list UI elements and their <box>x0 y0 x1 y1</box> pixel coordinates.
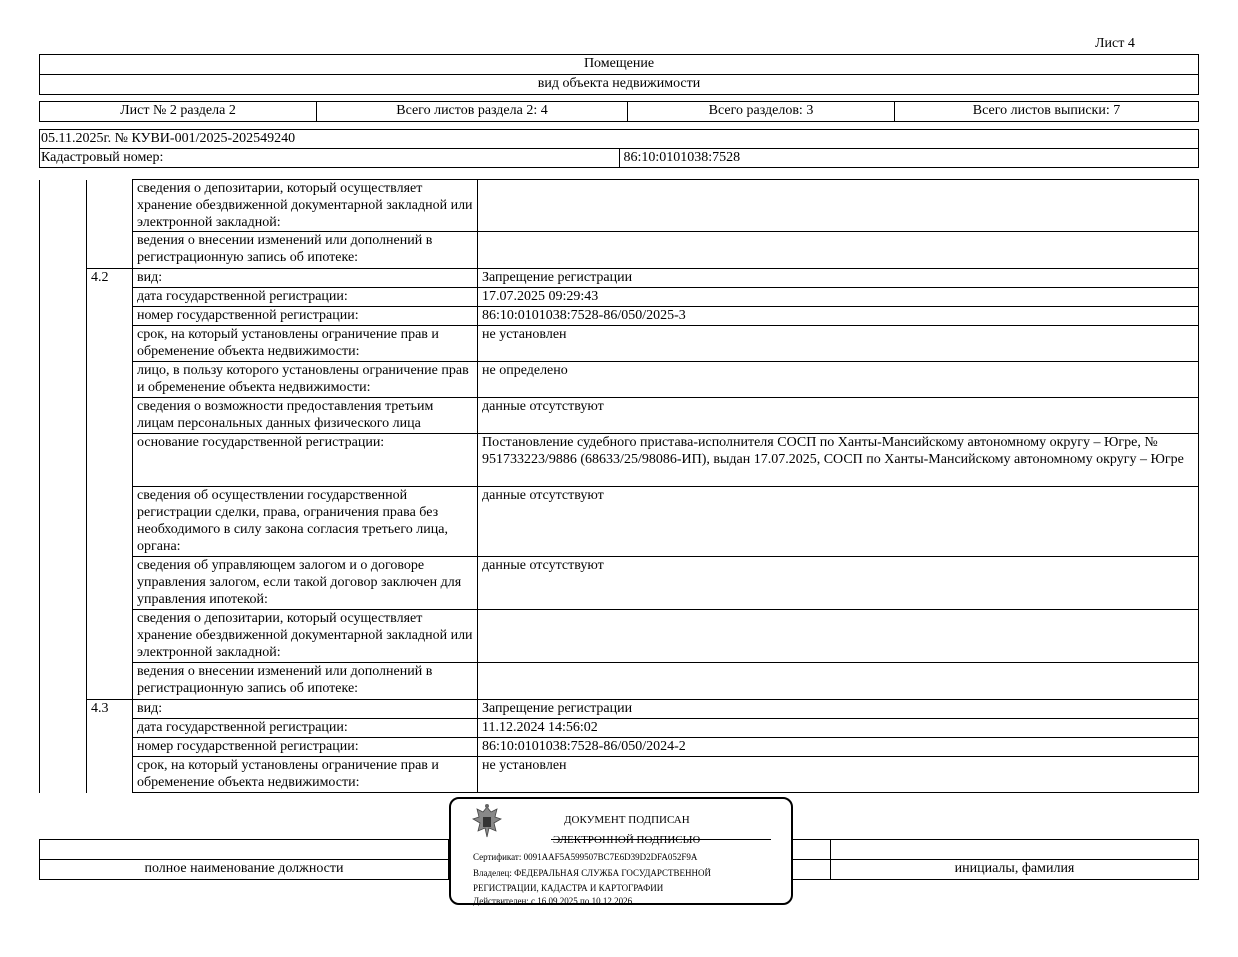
table-row <box>40 269 1199 288</box>
field-value: 86:10:0101038:7528-86/050/2025-3 <box>478 307 1199 326</box>
field-value: Запрещение регистрации <box>478 269 1199 288</box>
field-label: ведения о внесении изменений или дополнений в регистрационную запись об ипотеке: <box>133 232 478 269</box>
table-row <box>40 307 1199 326</box>
field-label: срок, на который установлены ограничение прав и обременение объекта недвижимости: <box>133 326 478 362</box>
record-number <box>87 232 133 269</box>
record-number <box>87 557 133 610</box>
field-label: основание государственной регистрации: <box>133 434 478 487</box>
position-caption: полное наименование должности <box>40 860 449 880</box>
coat-of-arms-icon <box>471 803 503 841</box>
records-table <box>39 179 1199 793</box>
field-value <box>478 232 1199 269</box>
table-row <box>40 663 1199 700</box>
field-value: данные отсутствуют <box>478 487 1199 557</box>
field-label: срок, на который установлены ограничение прав и обременение объекта недвижимости: <box>133 757 478 793</box>
field-label: сведения о возможности предоставления третьим лицам персональных данных физического лица <box>133 398 478 434</box>
stamp-line1: ДОКУМЕНТ ПОДПИСАН <box>564 814 690 826</box>
record-number: 4.2 <box>87 269 133 288</box>
cadastral-value: 86:10:0101038:7528 <box>619 149 1199 168</box>
stamp-owner-2: РЕГИСТРАЦИИ, КАДАСТРА И КАРТОГРАФИИ <box>473 883 664 893</box>
field-value: Постановление судебного пристава-исполнителя СОСП по Ханты-Мансийскому автономному округу – Югре, № 951733223/9886 (68633/25/98086-ИП), выдан 17.07.2025, СОСП по Ханты-Мансийскому автономному округу – Югре <box>478 434 1199 487</box>
sheet-info-table <box>39 101 1199 122</box>
field-value: 17.07.2025 09:29:43 <box>478 288 1199 307</box>
signature-stamp <box>449 797 793 905</box>
field-value <box>478 180 1199 232</box>
total-sections: Всего разделов: 3 <box>628 102 895 122</box>
field-value: данные отсутствуют <box>478 398 1199 434</box>
sheet-number: Лист 4 <box>1095 36 1135 51</box>
document-date-number: 05.11.2025г. № КУВИ-001/2025-202549240 <box>40 130 1199 149</box>
total-sheets: Всего листов выписки: 7 <box>895 102 1199 122</box>
record-number <box>87 663 133 700</box>
table-row <box>40 700 1199 719</box>
table-row <box>40 738 1199 757</box>
record-number <box>87 719 133 738</box>
field-label: номер государственной регистрации: <box>133 738 478 757</box>
sheet-of-section: Лист № 2 раздела 2 <box>40 102 317 122</box>
record-number <box>87 434 133 487</box>
field-label: вид: <box>133 700 478 719</box>
field-label: сведения об осуществлении государственной регистрации сделки, права, ограничения права без необходимого в силу закона согласия третьего лица, органа: <box>133 487 478 557</box>
field-value: 11.12.2024 14:56:02 <box>478 719 1199 738</box>
table-row <box>40 487 1199 557</box>
field-value <box>478 610 1199 663</box>
record-number <box>87 362 133 398</box>
document-info-table <box>39 129 1199 168</box>
field-value: 86:10:0101038:7528-86/050/2024-2 <box>478 738 1199 757</box>
field-label: дата государственной регистрации: <box>133 719 478 738</box>
field-value: не установлен <box>478 757 1199 793</box>
field-value: Запрещение регистрации <box>478 700 1199 719</box>
field-value: данные отсутствуют <box>478 557 1199 610</box>
table-row <box>40 288 1199 307</box>
record-number <box>87 326 133 362</box>
record-number <box>87 180 133 232</box>
table-row <box>40 719 1199 738</box>
field-label: дата государственной регистрации: <box>133 288 478 307</box>
cadastral-label: Кадастровый номер: <box>40 149 620 168</box>
record-number <box>87 487 133 557</box>
field-label: вид: <box>133 269 478 288</box>
table-row <box>40 434 1199 487</box>
table-row <box>40 757 1199 793</box>
field-value: не определено <box>478 362 1199 398</box>
name-caption: инициалы, фамилия <box>831 860 1199 880</box>
record-number <box>87 307 133 326</box>
table-row <box>40 557 1199 610</box>
stamp-certificate: Сертификат: 0091AAF5A599507BC7E6D39D2DFA052F9A <box>473 852 698 862</box>
field-label: ведения о внесении изменений или дополнений в регистрационную запись об ипотеке: <box>133 663 478 700</box>
object-type: Помещение <box>40 55 1199 75</box>
record-number <box>87 398 133 434</box>
object-type-caption: вид объекта недвижимости <box>40 75 1199 95</box>
table-row <box>40 232 1199 269</box>
field-value <box>478 663 1199 700</box>
table-row <box>40 610 1199 663</box>
record-number <box>87 288 133 307</box>
stamp-line2: ЭЛЕКТРОННОЙ ПОДПИСЬЮ <box>553 834 701 846</box>
field-label: сведения об управляющем залогом и о договоре управления залогом, если такой договор заключен для управления ипотекой: <box>133 557 478 610</box>
stamp-owner: Владелец: ФЕДЕРАЛЬНАЯ СЛУЖБА ГОСУДАРСТВЕННОЙ <box>473 868 712 878</box>
field-label: лицо, в пользу которого установлены ограничение прав и обременение объекта недвижимости: <box>133 362 478 398</box>
field-label: сведения о депозитарии, который осуществляет хранение обездвиженной документарной закладной или электронной закладной: <box>133 180 478 232</box>
table-row <box>40 362 1199 398</box>
object-type-table <box>39 54 1199 95</box>
record-number <box>87 738 133 757</box>
table-row <box>40 326 1199 362</box>
record-number <box>87 757 133 793</box>
field-label: номер государственной регистрации: <box>133 307 478 326</box>
record-number: 4.3 <box>87 700 133 719</box>
table-row <box>40 398 1199 434</box>
table-row <box>40 180 1199 232</box>
sheets-in-section: Всего листов раздела 2: 4 <box>317 102 628 122</box>
field-value: не установлен <box>478 326 1199 362</box>
field-label: сведения о депозитарии, который осуществляет хранение обездвиженной документарной закладной или электронной закладной: <box>133 610 478 663</box>
stamp-valid: Действителен: с 16.09.2025 по 10.12.2026 <box>473 896 633 906</box>
record-number <box>87 610 133 663</box>
records-area <box>39 179 1199 795</box>
